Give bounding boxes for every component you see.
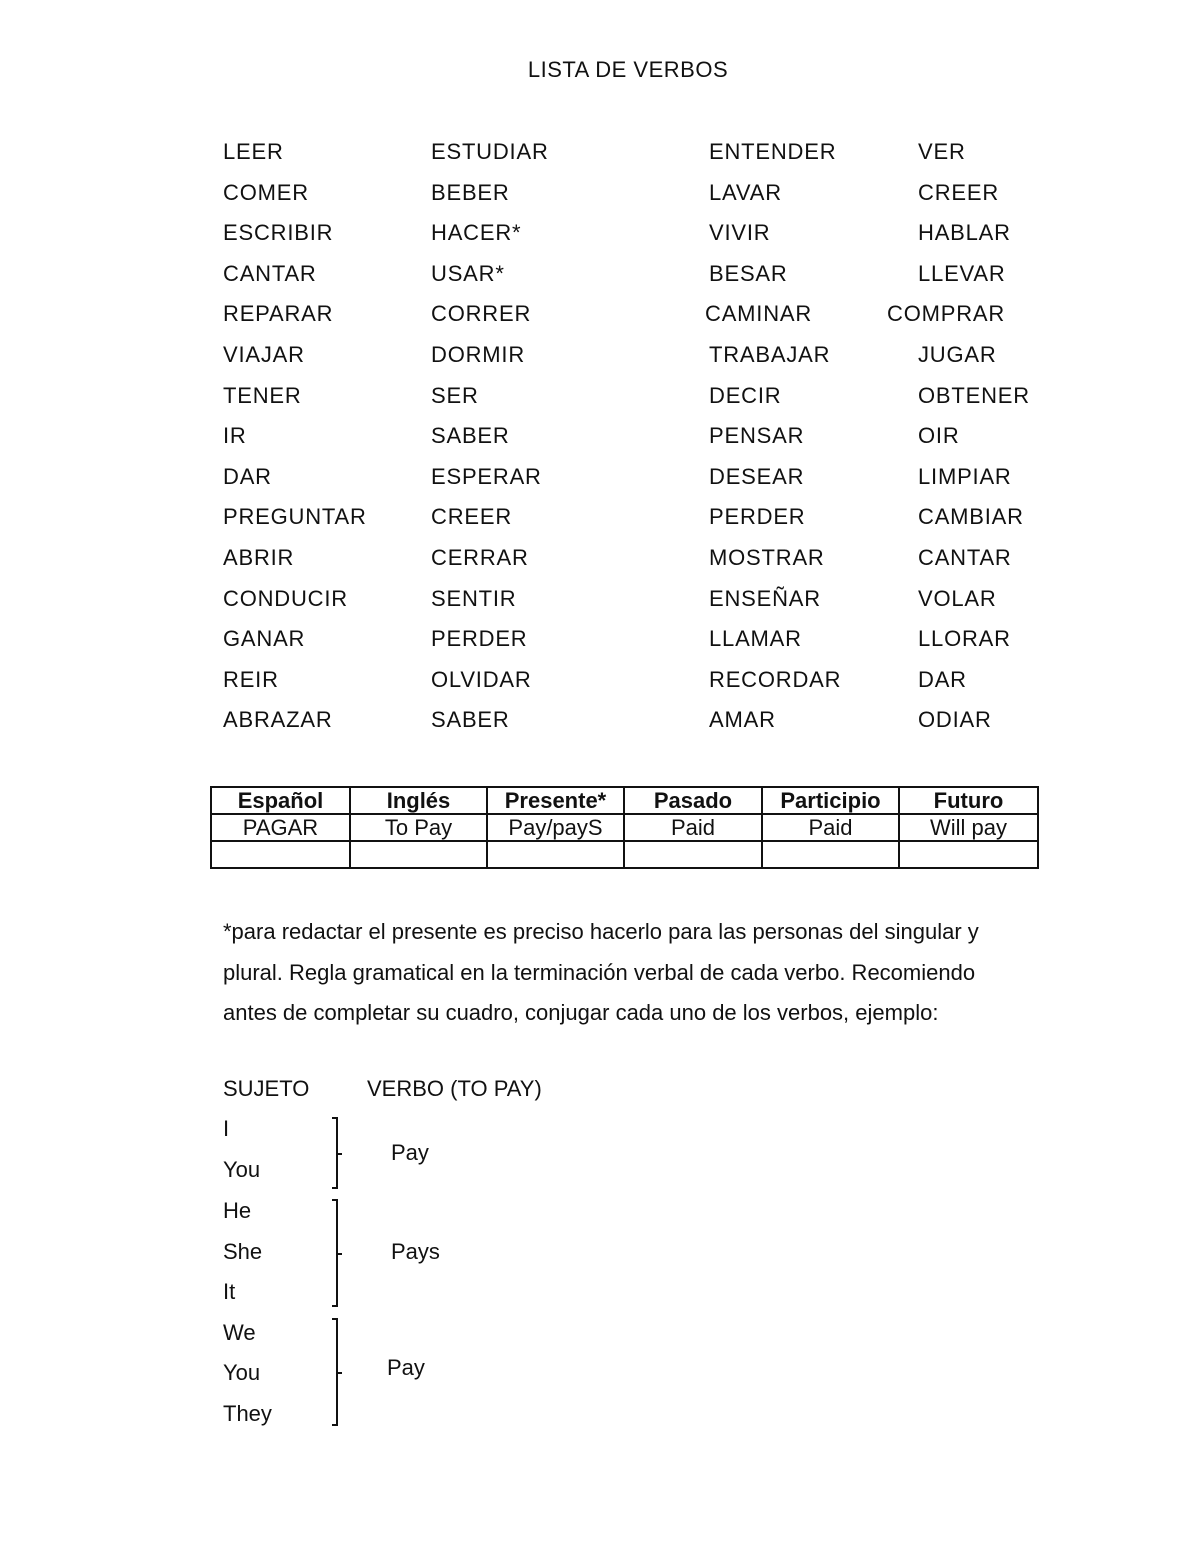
- verb-item: TRABAJAR: [709, 342, 831, 367]
- subject-item: You: [223, 1360, 261, 1385]
- subject-item: We: [223, 1320, 256, 1345]
- verb-header: VERBO (TO PAY): [367, 1076, 542, 1101]
- verb-item: IR: [223, 423, 247, 448]
- verb-item: COMPRAR: [887, 301, 1006, 326]
- subject-item: He: [223, 1198, 252, 1223]
- verb-item: ABRAZAR: [223, 707, 333, 732]
- verb-item: DAR: [918, 667, 967, 692]
- verb-item: ESTUDIAR: [431, 139, 549, 164]
- verb-item: ODIAR: [918, 707, 992, 732]
- header-ingles: Inglés: [350, 787, 487, 814]
- subject-item: It: [223, 1279, 236, 1304]
- table-cell: [899, 841, 1038, 868]
- header-pasado: Pasado: [624, 787, 762, 814]
- verb-item: OLVIDAR: [431, 667, 532, 692]
- subject-item: I: [223, 1116, 230, 1141]
- verb-item: CONDUCIR: [223, 586, 348, 611]
- verb-item: LLORAR: [918, 626, 1011, 651]
- subject-item: You: [223, 1157, 261, 1182]
- verb-item: PREGUNTAR: [223, 504, 367, 529]
- verb-item: RECORDAR: [709, 667, 842, 692]
- verb-item: VIAJAR: [223, 342, 305, 367]
- verb-item: LLEVAR: [918, 261, 1006, 286]
- verb-item: PERDER: [709, 504, 806, 529]
- table-header-row: [211, 787, 1038, 814]
- verb-item: SABER: [431, 423, 510, 448]
- verb-item: CAMBIAR: [918, 504, 1024, 529]
- verb-item: SABER: [431, 707, 510, 732]
- verb-item: COMER: [223, 180, 309, 205]
- verb-item: USAR*: [431, 261, 505, 286]
- table-cell: Pay/payS: [487, 814, 624, 841]
- verb-item: REPARAR: [223, 301, 334, 326]
- verb-item: BESAR: [709, 261, 788, 286]
- subject-header: SUJETO: [223, 1076, 310, 1101]
- footnote-line: *para redactar el presente es preciso hacerlo para las personas del singular y: [223, 919, 979, 944]
- verb-item: DAR: [223, 464, 272, 489]
- verb-item: DORMIR: [431, 342, 526, 367]
- verb-item: MOSTRAR: [709, 545, 825, 570]
- verb-form: Pay: [391, 1140, 429, 1165]
- verb-item: LEER: [223, 139, 284, 164]
- table-cell: [762, 841, 899, 868]
- table-cell: [211, 841, 350, 868]
- verb-item: SER: [431, 383, 479, 408]
- verb-form: Pay: [387, 1355, 425, 1380]
- verb-item: CERRAR: [431, 545, 529, 570]
- table-cell: To Pay: [350, 814, 487, 841]
- table-cell: Paid: [762, 814, 899, 841]
- table-cell: PAGAR: [211, 814, 350, 841]
- page-title: LISTA DE VERBOS: [527, 57, 729, 82]
- verb-item: CANTAR: [918, 545, 1012, 570]
- verb-item: CORRER: [431, 301, 532, 326]
- verb-form: Pays: [391, 1239, 440, 1264]
- table-cell: [624, 841, 762, 868]
- table-cell: [350, 841, 487, 868]
- verb-item: AMAR: [709, 707, 776, 732]
- verb-item: CAMINAR: [705, 301, 813, 326]
- subject-item: She: [223, 1239, 263, 1264]
- conjugation-table: [210, 786, 1039, 869]
- verb-item: PENSAR: [709, 423, 805, 448]
- verb-item: ENSEÑAR: [709, 586, 821, 611]
- right-bracket: [332, 1318, 338, 1426]
- verb-item: HACER*: [431, 220, 522, 245]
- verb-item: CREER: [431, 504, 513, 529]
- verb-item: SENTIR: [431, 586, 517, 611]
- table-row: [211, 814, 1038, 841]
- verb-item: CREER: [918, 180, 1000, 205]
- verb-item: DECIR: [709, 383, 782, 408]
- right-bracket: [332, 1199, 338, 1307]
- verb-item: OBTENER: [918, 383, 1030, 408]
- verb-item: VOLAR: [918, 586, 997, 611]
- verb-item: BEBER: [431, 180, 510, 205]
- footnote-line: plural. Regla gramatical en la terminación verbal de cada verbo. Recomiendo: [223, 959, 976, 985]
- verb-item: REIR: [223, 667, 279, 692]
- verb-list: [0, 0, 1200, 760]
- verb-item: LAVAR: [709, 180, 782, 205]
- verb-item: GANAR: [223, 626, 306, 651]
- header-futuro: Futuro: [899, 787, 1038, 814]
- table-cell: Paid: [624, 814, 762, 841]
- verb-item: JUGAR: [918, 342, 997, 367]
- verb-item: ABRIR: [223, 545, 295, 570]
- header-presente: Presente*: [487, 787, 624, 814]
- right-bracket: [332, 1117, 338, 1189]
- footnote: [223, 912, 1043, 1034]
- subject-item: They: [223, 1401, 272, 1426]
- verb-item: LLAMAR: [709, 626, 802, 651]
- verb-item: ENTENDER: [709, 139, 837, 164]
- verb-item: CANTAR: [223, 261, 317, 286]
- verb-item: ESCRIBIR: [223, 220, 334, 245]
- table-cell: [487, 841, 624, 868]
- verb-item: LIMPIAR: [918, 464, 1012, 489]
- verb-item: VIVIR: [709, 220, 771, 245]
- verb-item: VER: [918, 139, 966, 164]
- header-participio: Participio: [762, 787, 899, 814]
- footnote-line: antes de completar su cuadro, conjugar cada uno de los verbos, ejemplo:: [223, 1000, 939, 1025]
- table-cell: Will pay: [899, 814, 1038, 841]
- verb-item: DESEAR: [709, 464, 805, 489]
- verb-item: TENER: [223, 383, 302, 408]
- verb-item: ESPERAR: [431, 464, 542, 489]
- header-espanol: Español: [211, 787, 350, 814]
- verb-item: OIR: [918, 423, 960, 448]
- verb-item: HABLAR: [918, 220, 1011, 245]
- verb-item: PERDER: [431, 626, 528, 651]
- table-row-empty: [211, 841, 1038, 868]
